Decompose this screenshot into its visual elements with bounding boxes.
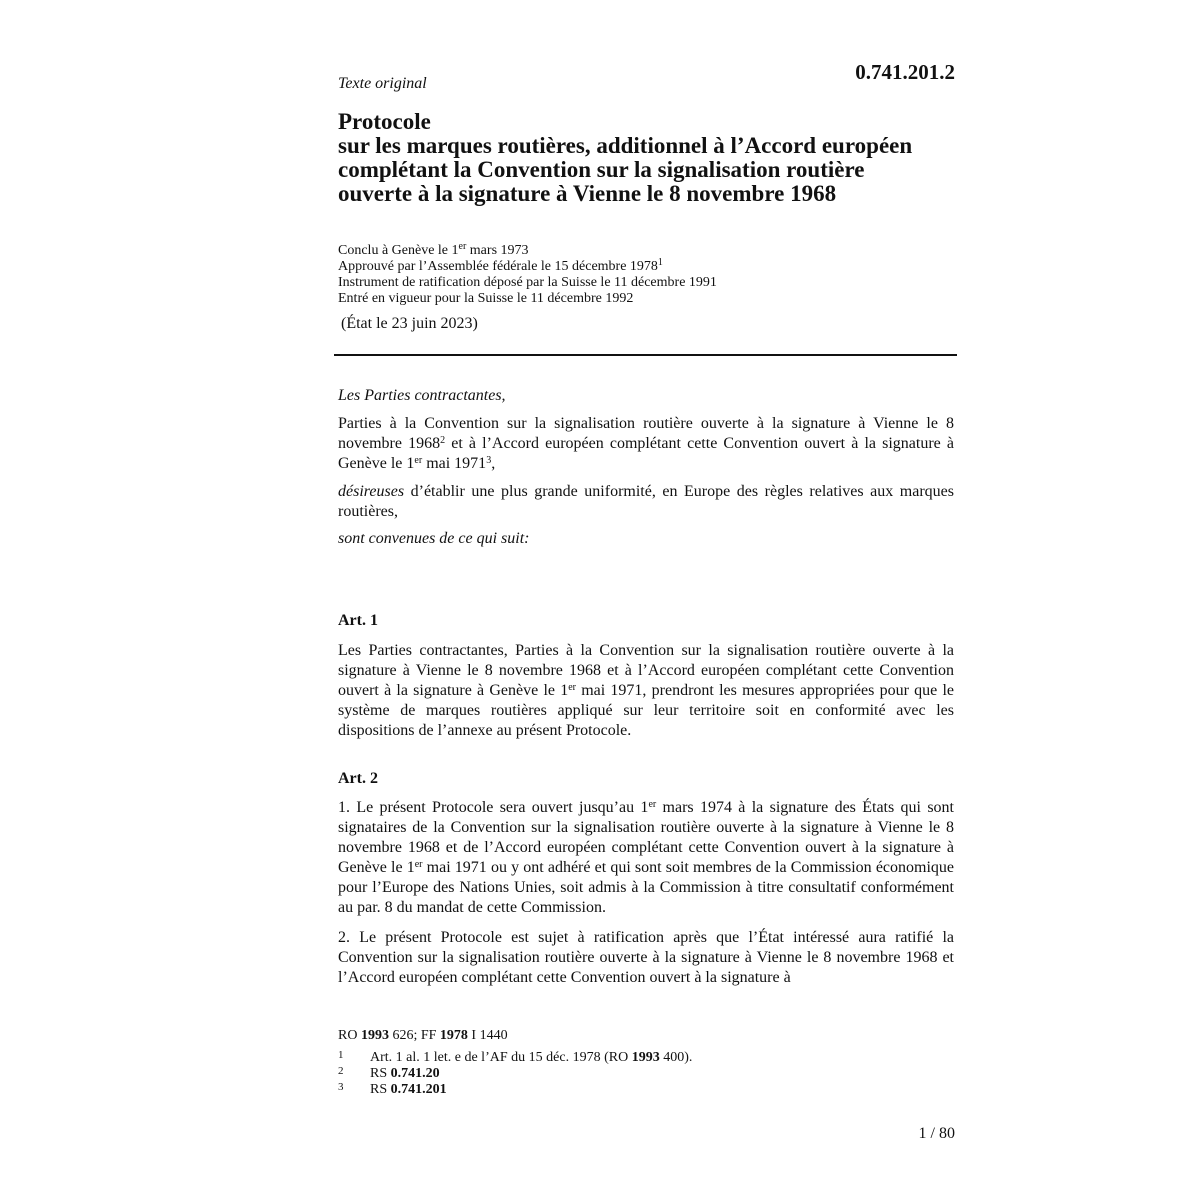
title-line: sur les marques routières, additionnel à l’Accord européen: [338, 133, 913, 158]
footnote-ref-1[interactable]: 1: [657, 257, 663, 268]
footnote-item: 2 RS 0.741.20: [338, 1065, 440, 1081]
footnote-source: RO 1993 626; FF 1978 I 1440: [338, 1028, 508, 1043]
footnote-item: 3 RS 0.741.201: [338, 1081, 447, 1097]
footnote-item: 1 Art. 1 al. 1 let. e de l’AF du 15 déc. 1978 (RO 1993 400).: [338, 1049, 693, 1065]
article-2-paragraph-1: 1. Le présent Protocole sera ouvert jusqu’au 1er mars 1974 à la signature des États qui sont signataires de la Convention sur la signalisation routière ouverte à la signature à Vienne le 8 novembre 1968 et de l’Accord européen complétant cette Convention ouvert à la signature à Genève le 1er mai 1971 ou y ont adhéré et qui sont soit membres de la Commission économique pour l’Europe des Nations Unies, soit admis à la Commission à titre consultatif conformément au par. 8 du mandat de cette Commission.: [338, 799, 955, 916]
state-date: (État le 23 juin 2023): [341, 315, 478, 332]
document-title: [338, 110, 958, 206]
title-line: ouverte à la signature à Vienne le 8 novembre 1968: [338, 181, 837, 206]
document-metadata: [338, 243, 958, 307]
article-2-paragraph-2: 2. Le présent Protocole est sujet à ratification après que l’État intéressé aura ratifié la Convention sur la signalisation routière ouverte à la signature à Vienne le 8 novembre 1968 et l’Accord européen complétant cette Convention ouvert à la signature à: [338, 929, 954, 986]
title-line: Protocole: [338, 109, 431, 134]
approved-line: Approuvé par l’Assemblée fédérale le 15 décembre 1978$^1$: [338, 257, 663, 274]
footnote-ref-2[interactable]: 2: [440, 435, 446, 446]
concluded-line: Conclu à Genève le 1er mars 1973: [338, 241, 529, 258]
preamble-intro: Les Parties contractantes,: [338, 387, 506, 404]
preamble-paragraph-3: sont convenues de ce qui suit:: [338, 530, 530, 547]
ratification-line: Instrument de ratification déposé par la Suisse le 11 décembre 1991: [338, 275, 717, 290]
sr-number: 0.741.201.2: [855, 60, 955, 84]
page-number: 1 / 80: [918, 1125, 955, 1142]
preamble-paragraph-2: désireuses d’établir une plus grande uniformité, en Europe des règles relatives aux marques routières,: [338, 483, 954, 520]
original-text-label: Texte original: [338, 75, 427, 92]
header-divider: [334, 354, 957, 356]
footnote-ref-3[interactable]: 3: [486, 455, 492, 466]
article-2-title: Art. 2: [338, 770, 378, 787]
title-line: complétant la Convention sur la signalisation routière: [338, 157, 865, 182]
article-1-title: Art. 1: [338, 612, 378, 629]
in-force-line: Entré en vigueur pour la Suisse le 11 décembre 1992: [338, 291, 634, 306]
article-1-text: Les Parties contractantes, Parties à la Convention sur la signalisation routière ouverte à la signature à Vienne le 8 novembre 1968 et à l’Accord européen complétant cette Convention ouvert à la signature à Genève le 1er mai 1971, prendront les mesures appropriées pour que le système de marques routières appliqué sur leur territoire soit en conformité avec les dispositions de l’annexe au présent Protocole.: [338, 642, 954, 739]
preamble-paragraph-1: Parties à la Convention sur la signalisation routière ouverte à la signature à Vienne le 8 novembre 1968$^2$ et à l’Accord européen complétant cette Convention ouvert à la signature à Genève le 1er mai 1971$^3$,: [338, 415, 954, 472]
